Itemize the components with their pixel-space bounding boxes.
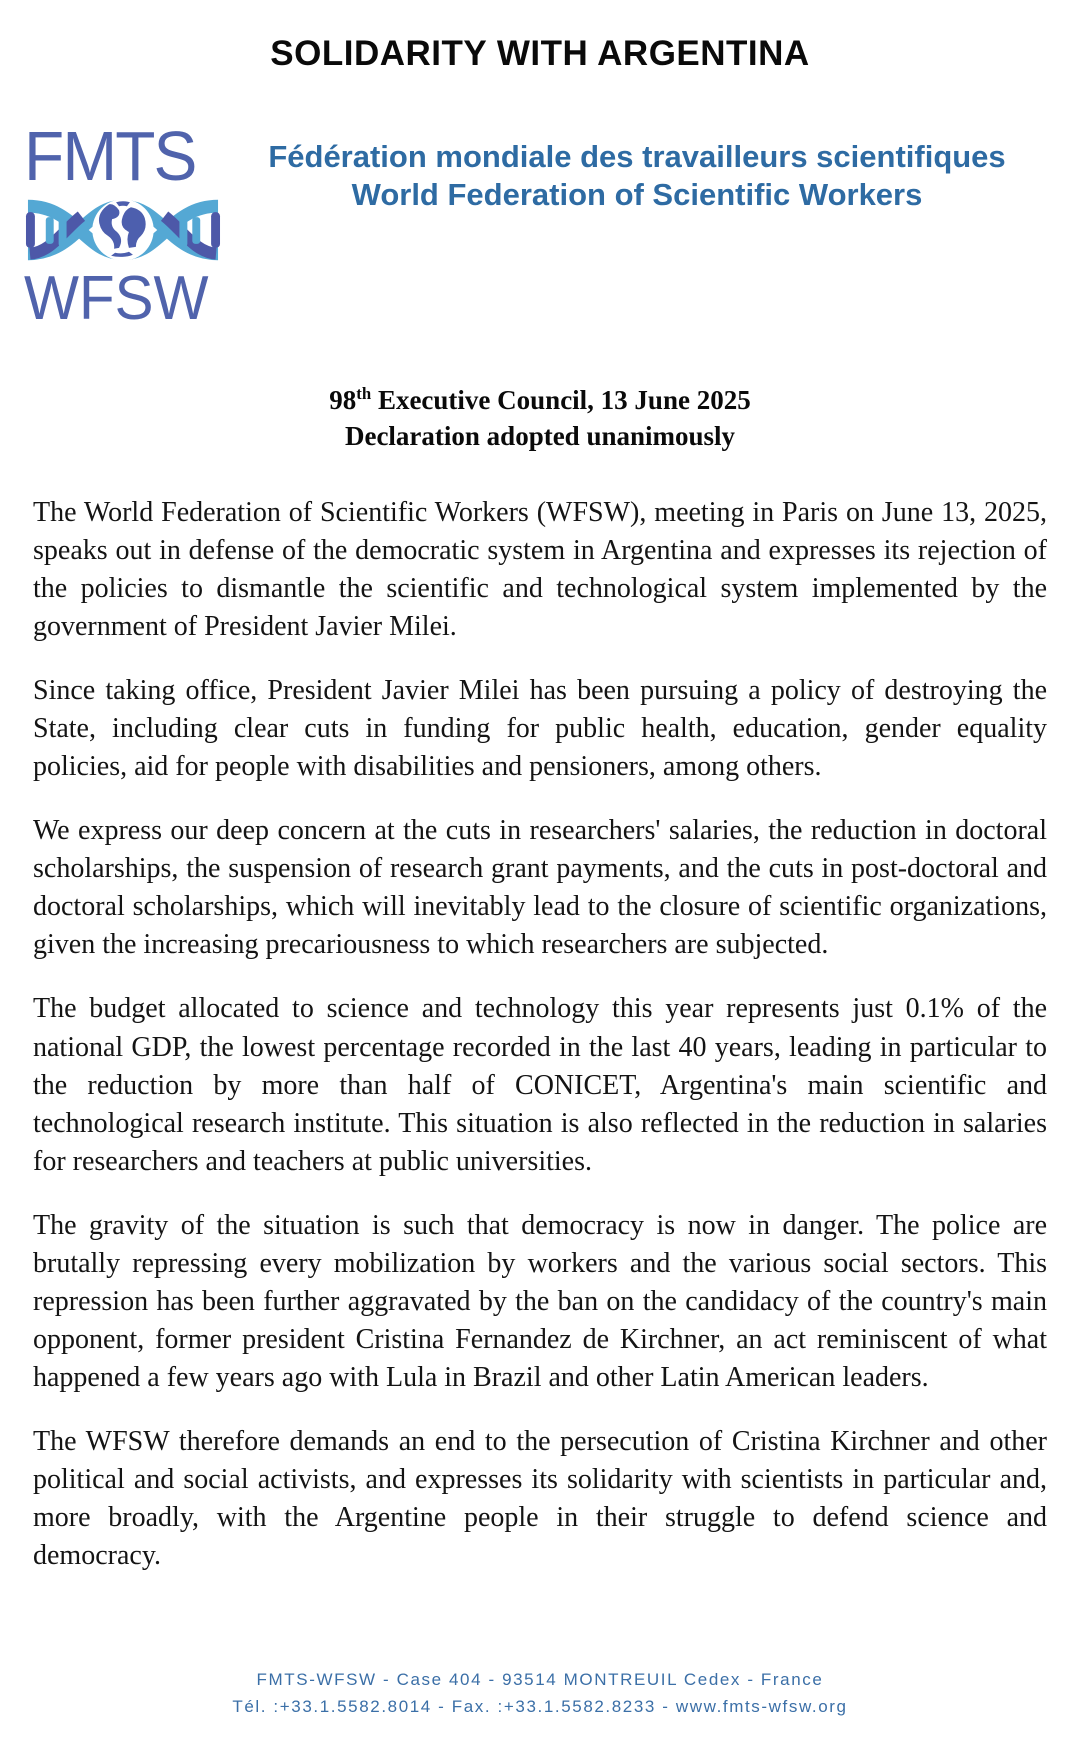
letterhead-footer xyxy=(0,1667,1080,1720)
paragraph: We express our deep concern at the cuts in researchers' salaries, the reduction in doctoral scholarships, the suspension of research grant payments, and the cuts in post-doctoral and doctoral scholarships, which will inevitably lead to the closure of scientific organizations, given the increasing precariousness to which researchers are subjected. xyxy=(33,815,1047,961)
paragraph: The gravity of the situation is such that democracy is now in danger. The police are brutally repressing every mobilization by workers and the various social sectors. This repression has been further aggravated by the ban on the candidacy of the country's main opponent, former president Cristina Fernandez de Kirchner, an act reminiscent of what happened a few years ago with Lula in Brazil and other Latin American leaders. xyxy=(33,1209,1047,1394)
organization-names xyxy=(224,138,1050,214)
council-number: 98 xyxy=(329,385,357,416)
council-date: Executive Council, 13 June 2025 xyxy=(371,385,751,416)
declaration-body xyxy=(33,494,1047,1576)
paragraph: The WFSW therefore demands an end to the persecution of Cristina Kirchner and other political and social activists, and expresses its solidarity with scientists in particular and, more broadly, with the Argentine people in their struggle to defend science and democracy. xyxy=(33,1426,1047,1572)
org-name-french: Fédération mondiale des travailleurs scientifiques xyxy=(268,139,1006,174)
dna-globe-icon xyxy=(24,192,222,268)
logo-acronym-wfsw: WFSW xyxy=(24,264,209,334)
org-name-english: World Federation of Scientific Workers xyxy=(351,176,923,212)
council-heading xyxy=(0,383,1080,453)
wfsw-logo xyxy=(24,117,224,334)
council-heading-line2: Declaration adopted unanimously xyxy=(344,420,736,451)
footer-contact: Tél. :+33.1.5582.8014 - Fax. :+33.1.5582.8233 - www.fmts-wfsw.org xyxy=(232,1696,848,1716)
council-ordinal: th xyxy=(356,384,372,404)
letterhead xyxy=(24,117,1050,334)
council-heading-line1 xyxy=(0,383,1080,418)
footer-address: FMTS-WFSW - Case 404 - 93514 MONTREUIL Cedex - France xyxy=(256,1670,824,1690)
paragraph: The World Federation of Scientific Workers (WFSW), meeting in Paris on June 13, 2025, speaks out in defense of the democratic system in Argentina and expresses its rejection of the policies to dismantle the scientific and technological system implemented by the government of President Javier Milei. xyxy=(33,496,1047,642)
page-title: SOLIDARITY WITH ARGENTINA xyxy=(270,34,810,73)
logo-acronym-fmts: FMTS xyxy=(24,117,196,195)
paragraph: Since taking office, President Javier Milei has been pursuing a policy of destroying the State, including clear cuts in funding for public health, education, gender equality policies, aid for people with disabilities and pensioners, among others. xyxy=(33,674,1047,783)
paragraph: The budget allocated to science and technology this year represents just 0.1% of the national GDP, the lowest percentage recorded in the last 40 years, leading in particular to the reduction by more than half of CONICET, Argentina's main scientific and technological research institute. This situation is also reflected in the reduction in salaries for researchers and teachers at public universities. xyxy=(33,993,1047,1177)
